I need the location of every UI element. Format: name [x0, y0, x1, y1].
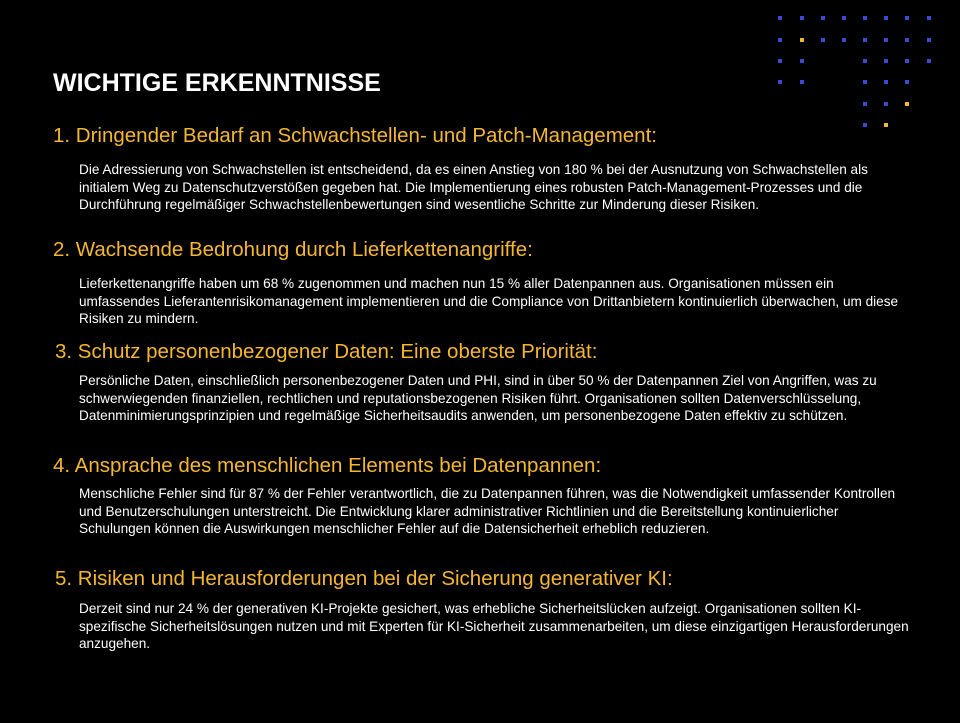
dot	[884, 16, 888, 20]
dot	[842, 16, 846, 20]
section-5-heading: 5. Risiken und Herausforderungen bei der Sicherung generativer KI:	[55, 567, 673, 590]
dot	[884, 59, 888, 63]
section-3-heading: 3. Schutz personenbezogener Daten: Eine oberste Priorität:	[55, 340, 598, 363]
dot	[905, 59, 909, 63]
dot	[905, 102, 909, 106]
dot	[863, 38, 867, 42]
dot	[884, 102, 888, 106]
dot	[905, 38, 909, 42]
section-2-heading: 2. Wachsende Bedrohung durch Lieferkettenangriffe:	[53, 238, 533, 261]
dot	[800, 16, 804, 20]
page-title: WICHTIGE ERKENNTNISSE	[53, 69, 381, 97]
section-4-heading: 4. Ansprache des menschlichen Elements bei Datenpannen:	[53, 454, 602, 477]
dot	[927, 59, 931, 63]
dot	[863, 102, 867, 106]
dot	[821, 38, 825, 42]
dot	[927, 38, 931, 42]
dot	[905, 16, 909, 20]
dot	[863, 16, 867, 20]
dot	[800, 80, 804, 84]
section-2-body: Lieferkettenangriffe haben um 68 % zugenommen und machen nun 15 % aller Datenpannen aus. Organisationen müssen ein umfassendes Lieferantenrisikomanagement implementieren und die Compliance von Drittanbietern kontinuierlich überwachen, um diese Risiken zu mindern.	[79, 276, 899, 327]
dot	[778, 80, 782, 84]
dot	[863, 59, 867, 63]
section-1-body: Die Adressierung von Schwachstellen ist entscheidend, da es einen Anstieg von 180 % bei der Ausnutzung von Schwachstellen als initialem Weg zu Datenschutzverstößen gegeben hat. Die Implementierung eines robusten Patch-Management-Prozesses und die Durchführung regelmäßiger Schwachstellenbewertungen sind wesentliche Schritte zur Minderung dieser Risiken.	[79, 162, 868, 213]
dot	[884, 123, 888, 127]
dot	[905, 80, 909, 84]
dot	[778, 59, 782, 63]
section-1-heading: 1. Dringender Bedarf an Schwachstellen- und Patch-Management:	[53, 124, 657, 147]
dot	[927, 16, 931, 20]
dot	[863, 123, 867, 127]
dot	[778, 38, 782, 42]
dot	[800, 59, 804, 63]
dot	[821, 16, 825, 20]
dot	[884, 38, 888, 42]
section-4-body: Menschliche Fehler sind für 87 % der Fehler verantwortlich, die zu Datenpannen führen, was die Notwendigkeit umfassender Kontrollen und Benutzerschulungen unterstreicht. Die Entwicklung klarer administrativer Richtlinien und die Bereitstellung kontinuierlicher Schulungen können die Auswirkungen menschlicher Fehler auf die Datensicherheit erheblich reduzieren.	[79, 486, 896, 537]
dot	[800, 38, 804, 42]
section-5-body: Derzeit sind nur 24 % der generativen KI-Projekte gesichert, was erhebliche Sicherheitslücken aufzeigt. Organisationen sollten KI-spezifische Sicherheitslösungen nutzen und mit Experten für KI-Sicherheit zusammenarbeiten, um diese einzigartigen Herausforderungen anzugehen.	[79, 601, 909, 652]
dot	[778, 16, 782, 20]
section-3-body: Persönliche Daten, einschließlich personenbezogener Daten und PHI, sind in über 50 % der Datenpannen Ziel von Angriffen, was zu schwerwiegenden finanziellen, rechtlichen und reputationsbezogenen Risiken führt. Organisationen sollten Datenverschlüsselung, Datenminimierungsprinzipien und regelmäßige Sicherheitsaudits anwenden, um personenbezogene Daten effektiv zu schützen.	[79, 373, 877, 424]
dot	[884, 80, 888, 84]
dot	[842, 38, 846, 42]
dot	[863, 80, 867, 84]
